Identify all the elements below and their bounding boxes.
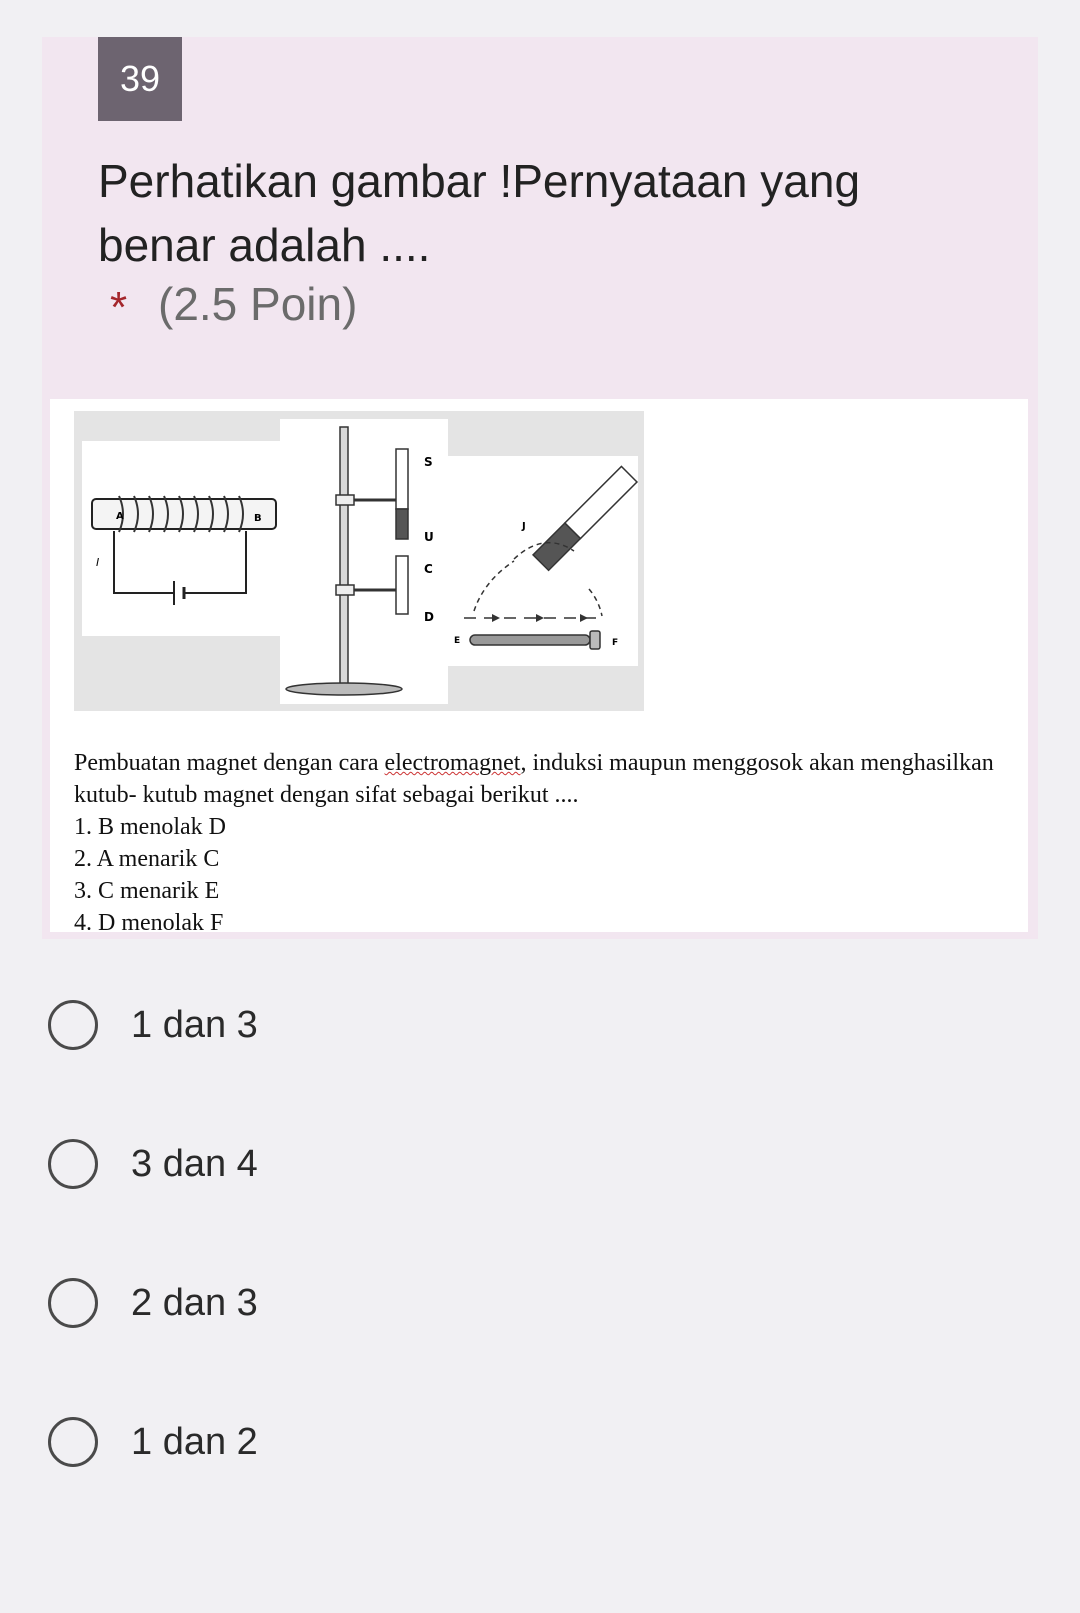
option-label: 1 dan 3: [131, 1003, 258, 1046]
option-4[interactable]: [48, 1412, 648, 1472]
question-image: [50, 399, 1028, 932]
option-1[interactable]: [48, 995, 648, 1055]
label-i: I: [96, 556, 100, 569]
question-points: (2.5 Poin): [158, 278, 358, 330]
rubbing-figure: [448, 456, 638, 666]
description-paragraph: [74, 747, 1014, 811]
magnet-diagram: [74, 411, 644, 711]
question-description: [74, 747, 1014, 932]
label-a: A: [116, 511, 124, 522]
induction-figure: [280, 419, 448, 704]
description-text-after: , induksi maupun menggosok akan menghasilkan kutub- kutub magnet dengan sifat sebagai berikut ....: [74, 750, 994, 808]
option-label: 1 dan 2: [131, 1420, 258, 1463]
label-b: B: [254, 513, 262, 524]
radio-button[interactable]: [48, 1278, 98, 1328]
option-label: 3 dan 4: [131, 1142, 258, 1185]
statement-1: 1. B menolak D: [74, 814, 226, 840]
option-3[interactable]: [48, 1273, 648, 1333]
option-2[interactable]: [48, 1134, 648, 1194]
statement-2: 2. A menarik C: [74, 846, 220, 872]
label-e: E: [454, 636, 461, 646]
misspelled-word: electromagnet: [384, 750, 521, 776]
label-j: J: [522, 521, 526, 532]
option-label: 2 dan 3: [131, 1281, 258, 1324]
label-c: C: [424, 562, 433, 576]
required-asterisk: *: [110, 283, 128, 332]
radio-button[interactable]: [48, 1000, 98, 1050]
question-number: 39: [98, 37, 182, 121]
question-title: Perhatikan gambar !Pernyataan yang benar adalah ....: [98, 155, 861, 271]
question-card: [42, 37, 1038, 939]
radio-button[interactable]: [48, 1417, 98, 1467]
electromagnet-figure: [82, 441, 280, 636]
label-s: S: [424, 455, 433, 469]
label-f: F: [612, 638, 619, 648]
statement-4: 4. D menolak F: [74, 910, 224, 932]
radio-button[interactable]: [48, 1139, 98, 1189]
description-text-before: Pembuatan magnet dengan cara: [74, 750, 385, 776]
label-d: D: [424, 610, 434, 624]
statement-3: 3. C menarik E: [74, 878, 220, 904]
label-u: U: [424, 530, 434, 544]
